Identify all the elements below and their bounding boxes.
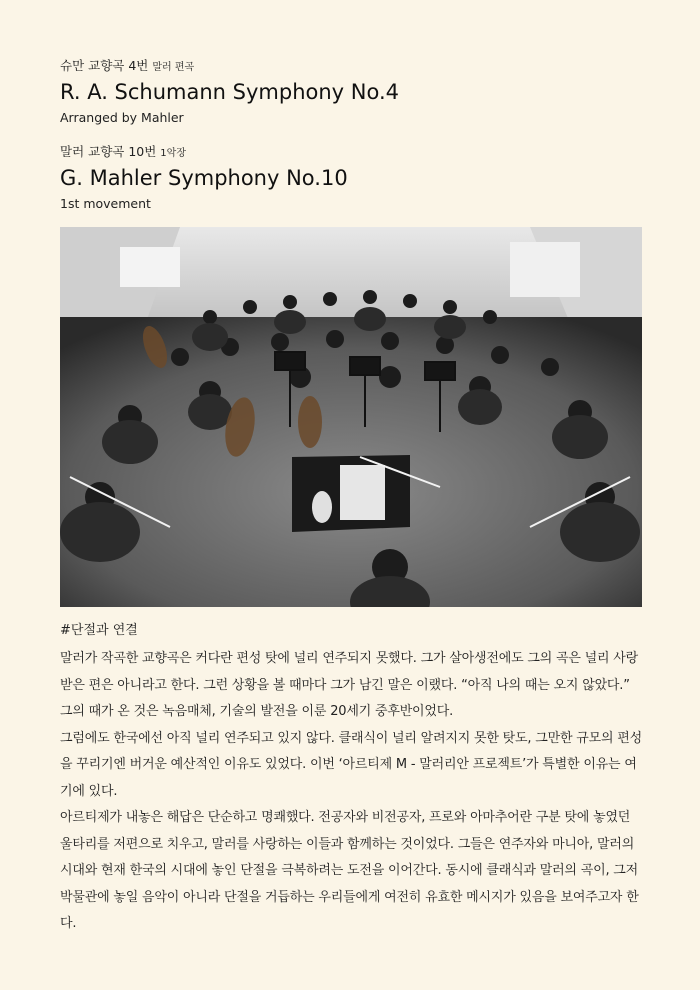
korean-title: 슈만 교향곡 4번 [60, 58, 149, 73]
korean-title: 말러 교향곡 10번 [60, 144, 157, 159]
article-paragraph: 그럼에도 한국에선 아직 널리 연주되고 있지 않다. 클래식이 널리 알려지지 못한 탓도, 그만한 규모의 편성을 꾸리기엔 버거운 예산적인 이유도 있었다. 이번 ‘아르티제 M - 말러리안 프로젝트’가 특별한 이유는 여기에 있다. [60, 730, 642, 799]
korean-subtitle [60, 58, 642, 76]
movement-label: 1st movement [60, 196, 151, 211]
korean-note: 1악장 [160, 148, 186, 159]
program-page [60, 58, 642, 938]
english-title: G. Mahler Symphony No.10 [60, 166, 348, 190]
arranged-by: Arranged by Mahler [60, 110, 184, 125]
orchestra-photo [60, 227, 642, 607]
program-block-schumann [60, 58, 642, 126]
english-title: R. A. Schumann Symphony No.4 [60, 80, 399, 104]
korean-subtitle [60, 144, 642, 162]
article-body [60, 646, 642, 938]
section-tag: #단절과 연결 [60, 623, 138, 638]
korean-note: 말러 편곡 [152, 62, 195, 73]
article-paragraph: 말러가 작곡한 교향곡은 커다란 편성 탓에 널리 연주되지 못했다. 그가 살아생전에도 그의 곡은 널리 사랑받은 편은 아니라고 한다. 그런 상황을 볼 때마다 그가 남긴 말은 이랬다. “아직 나의 때는 오지 않았다.” 그의 때가 온 것은 녹음매체, 기술의 발전을 이룬 20세기 중후반이었다. [60, 651, 639, 719]
article-paragraph: 아르티제가 내놓은 해답은 단순하고 명쾌했다. 전공자와 비전공자, 프로와 아마추어란 구분 탓에 놓였던 울타리를 저편으로 치우고, 말러를 사랑하는 이들과 함께하는 것이었다. 그들은 연주자와 마니아, 말러의 시대와 현재 한국의 시대에 놓인 단절을 극복하려는 도전을 이어간다. 동시에 클래식과 말러의 곡이, 그저 박물관에 놓일 음악이 아니라 단절을 거듭하는 우리들에게 여전히 유효한 메시지가 있음을 보여주고자 한다. [60, 810, 639, 931]
program-block-mahler [60, 144, 642, 212]
